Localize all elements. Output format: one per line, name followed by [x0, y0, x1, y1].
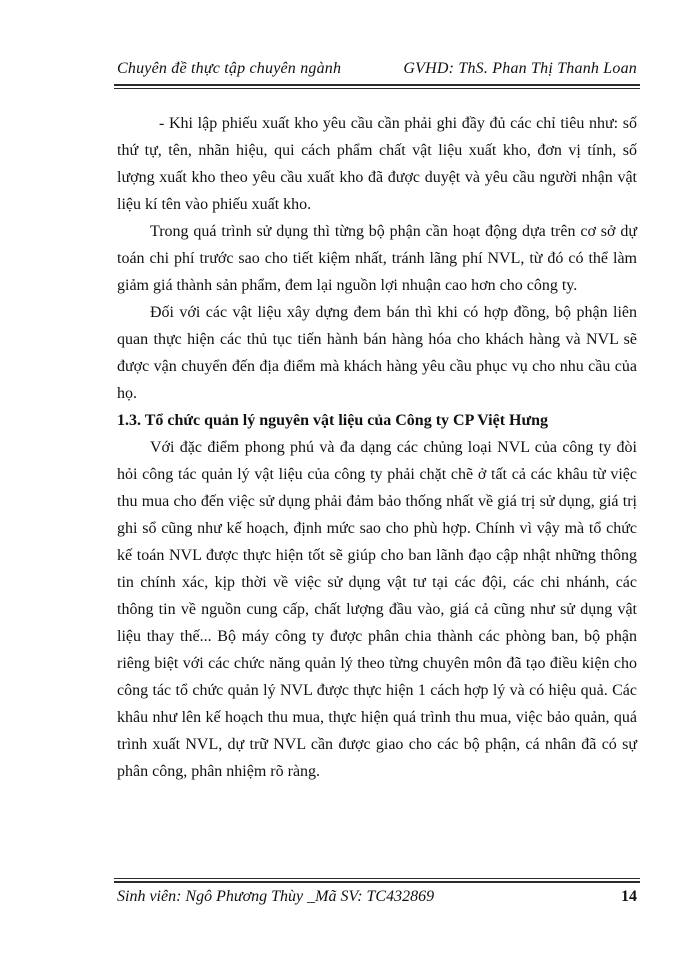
page-body [117, 110, 637, 785]
paragraph-sales: Đối với các vật liệu xây dựng đem bán thì khi có hợp đồng, bộ phận liên quan thực hiện các thủ tục tiến hành bán hàng hóa cho khách hàng và NVL sẽ được vận chuyển đến địa điểm mà khách hàng yêu cầu phục vụ cho nhu cầu của họ. [117, 304, 637, 402]
page-number: 14 [621, 888, 637, 905]
header-course-title: Chuyên đề thực tập chuyên ngành [117, 60, 342, 77]
footer-divider [114, 878, 640, 884]
header-supervisor: GVHD: ThS. Phan Thị Thanh Loan [403, 60, 637, 77]
footer-divider-thin [114, 878, 640, 879]
paragraph-export-slip: - Khi lập phiếu xuất kho yêu cầu cần phải ghi đầy đủ các chỉ tiêu như: số thứ tự, tên, nhãn hiệu, qui cách phẩm chất vật liệu xuất kho, đơn vị tính, số lượng xuất kho theo yêu cầu xuất kho đã được duyệt và yêu cầu người nhận vật liệu kí tên vào phiếu xuất kho. [117, 115, 637, 213]
header-divider [114, 84, 640, 90]
footer-divider-thick [114, 881, 640, 883]
header-divider-thin [114, 88, 640, 89]
paragraph-management: Với đặc điểm phong phú và đa dạng các chủng loại NVL của công ty đòi hỏi công tác quản lý vật liệu của công ty phải chặt chẽ ở tất cả các khâu từ việc thu mua cho đến việc sử dụng phải đảm bảo thống nhất về giá trị sử dụng, giá trị ghi sổ cũng như kế hoạch, định mức sao cho phù hợp. Chính vì vậy mà tổ chức kế toán NVL được thực hiện tốt sẽ giúp cho ban lãnh đạo cập nhật những thông tin chính xác, kịp thời về việc sử dụng vật tư tại các đội, các chi nhánh, các thông tin về nguồn cung cấp, chất lượng đầu vào, giá cả cũng như sử dụng vật liệu thay thế... Bộ máy công ty được phân chia thành các phòng ban, bộ phận riêng biệt với các chức năng quản lý theo từng chuyên môn đã tạo điều kiện cho công tác tổ chức quản lý NVL được thực hiện 1 cách hợp lý và có hiệu quả. Các khâu như lên kế hoạch thu mua, thực hiện quá trình thu mua, việc bảo quản, quá trình xuất NVL, dự trữ NVL cần được giao cho các bộ phận, cá nhân đã có sự phân công, phân nhiệm rõ ràng. [117, 439, 637, 780]
paragraph-usage: Trong quá trình sử dụng thì từng bộ phận cần hoạt động dựa trên cơ sở dự toán chi phí trước sao cho tiết kiệm nhất, tránh lãng phí NVL, từ đó có thể làm giảm giá thành sản phẩm, đem lại nguồn lợi nhuận cao hơn cho công ty. [117, 223, 637, 294]
header-divider-thick [114, 84, 640, 86]
section-heading: 1.3. Tổ chức quản lý nguyên vật liệu của Công ty CP Việt Hưng [117, 412, 548, 429]
footer-student-info: Sinh viên: Ngô Phương Thùy _Mã SV: TC432869 [117, 888, 435, 905]
